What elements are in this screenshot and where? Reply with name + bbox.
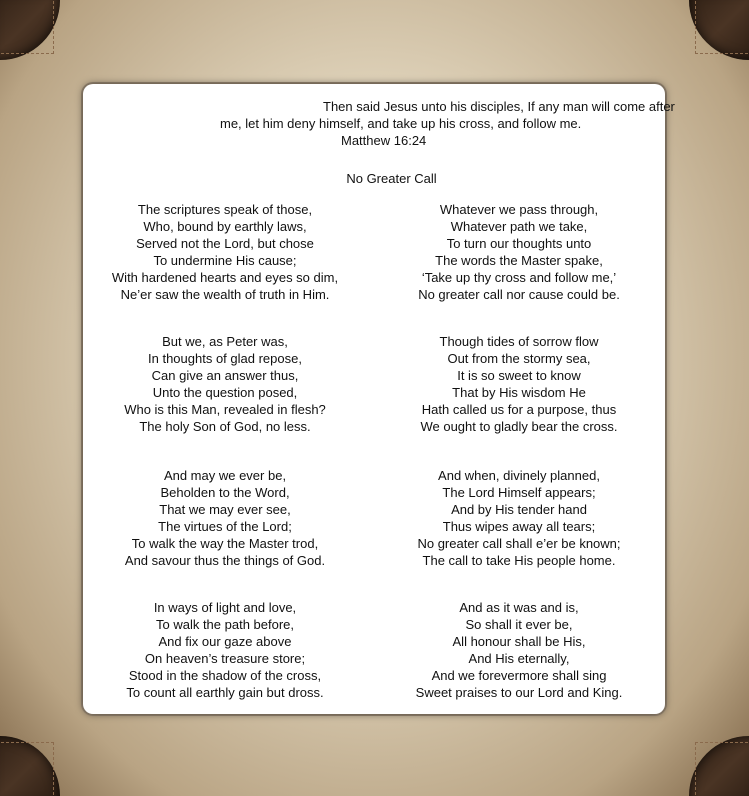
poem-card	[83, 84, 675, 714]
poem-line: To walk the path before,	[155, 617, 295, 632]
stanza-left-1	[85, 201, 365, 303]
poem-line: No greater call shall e’er be known;	[417, 536, 621, 551]
poem-line: With hardened hearts and eyes so dim,	[111, 270, 339, 285]
poem-line: Can give an answer thus,	[151, 368, 299, 383]
poem-line: Whatever path we take,	[450, 219, 588, 234]
poem-line: The virtues of the Lord;	[158, 519, 292, 534]
poem-line: Thus wipes away all tears;	[442, 519, 596, 534]
poem-line: Who is this Man, revealed in flesh?	[124, 402, 326, 417]
poem-line: That by His wisdom He	[452, 385, 586, 400]
poem-line: All honour shall be His,	[452, 634, 586, 649]
poem-line: That we may ever see,	[159, 502, 291, 517]
stanza-right-1	[379, 201, 659, 303]
poem-line: And His eternally,	[468, 651, 570, 666]
poem-line: We ought to gladly bear the cross.	[420, 419, 618, 434]
poem-line: Served not the Lord, but chose	[136, 236, 314, 251]
poem-line: In thoughts of glad repose,	[148, 351, 302, 366]
poem-line: Though tides of sorrow flow	[439, 334, 599, 349]
poem-title-wrap	[83, 170, 665, 187]
poem-line: And savour thus the things of God.	[124, 553, 326, 568]
poem-line: Unto the question posed,	[152, 385, 298, 400]
poem-line: To count all earthly gain but dross.	[126, 685, 324, 700]
poem-line: Stood in the shadow of the cross,	[128, 668, 322, 683]
stanza-left-3	[85, 467, 365, 569]
poem-line: The call to take His people home.	[422, 553, 616, 568]
leather-corner-top-left	[0, 0, 60, 60]
poem-line: Hath called us for a purpose, thus	[421, 402, 617, 417]
stanza-left-2	[85, 333, 365, 435]
poem-line: And by His tender hand	[451, 502, 587, 517]
stanza-right-2	[379, 333, 659, 435]
poem-line: And fix our gaze above	[158, 634, 292, 649]
stanza-left-4	[85, 599, 365, 701]
poem-line: To turn our thoughts unto	[446, 236, 592, 251]
poem-line: And as it was and is,	[459, 600, 579, 615]
poem-line: Beholden to the Word,	[160, 485, 290, 500]
leather-corner-bottom-right	[689, 736, 749, 796]
epigraph-line-1: Then said Jesus unto his disciples, If any man will come after	[323, 99, 675, 114]
poem-line: So shall it ever be,	[465, 617, 573, 632]
poem-line: On heaven’s treasure store;	[144, 651, 306, 666]
leather-corner-bottom-left	[0, 736, 60, 796]
poem-line: The words the Master spake,	[435, 253, 603, 268]
poem-line: And we forevermore shall sing	[431, 668, 607, 683]
poem-title: No Greater Call	[346, 171, 437, 186]
poem-line: The scriptures speak of those,	[137, 202, 313, 217]
poem-line: In ways of light and love,	[153, 600, 297, 615]
poem-line: No greater call nor cause could be.	[418, 287, 620, 302]
poem-line: Out from the stormy sea,	[447, 351, 591, 366]
poem-line: And may we ever be,	[163, 468, 287, 483]
stanza-right-3	[379, 467, 659, 569]
poem-line: Whatever we pass through,	[439, 202, 599, 217]
leather-corner-top-right	[689, 0, 749, 60]
poem-line: To walk the way the Master trod,	[131, 536, 319, 551]
epigraph	[83, 98, 675, 149]
poem-line: Sweet praises to our Lord and King.	[415, 685, 623, 700]
poem-line: But we, as Peter was,	[162, 334, 288, 349]
epigraph-line-2: me, let him deny himself, and take up his cross, and follow me.	[220, 116, 582, 131]
poem-line: It is so sweet to know	[457, 368, 581, 383]
poem-line: Ne’er saw the wealth of truth in Him.	[120, 287, 330, 302]
poem-line: Who, bound by earthly laws,	[143, 219, 307, 234]
stanza-right-4	[379, 599, 659, 701]
poem-line: The Lord Himself appears;	[442, 485, 596, 500]
poem-line: ‘Take up thy cross and follow me,’	[421, 270, 617, 285]
epigraph-reference: Matthew 16:24	[341, 133, 427, 148]
poem-line: And when, divinely planned,	[438, 468, 600, 483]
poem-line: To undermine His cause;	[153, 253, 297, 268]
poem-line: The holy Son of God, no less.	[139, 419, 311, 434]
